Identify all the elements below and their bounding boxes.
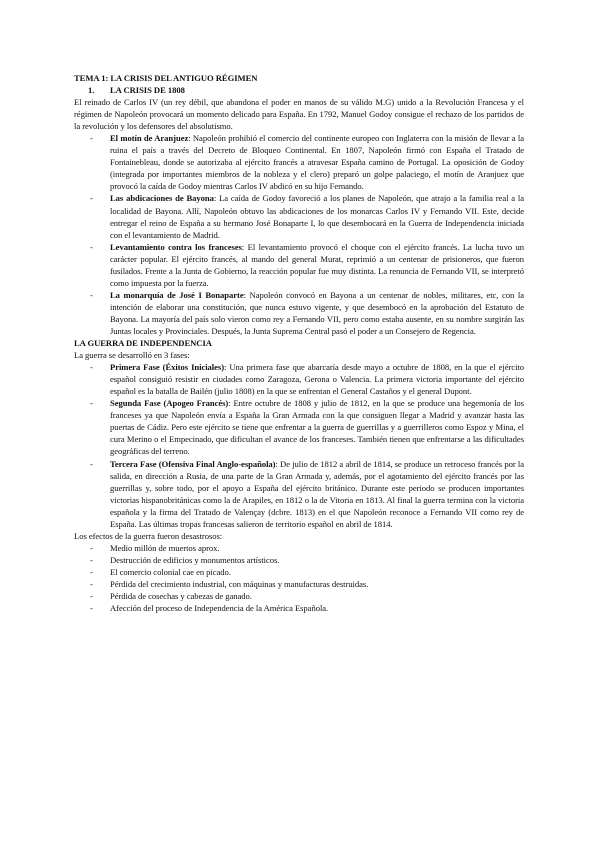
bullet-dash: - [90,578,93,589]
item-title: Segunda Fase (Apogeo Francés) [110,398,229,409]
bullet-dash: - [90,542,93,553]
bullet-dash: - [90,133,93,144]
section-1-heading [74,84,524,96]
bullet-dash: - [90,458,93,469]
bullet-dash: - [90,193,93,204]
item-title: Las abdicaciones de Bayona [110,193,214,204]
item-title: El motín de Aranjuez [110,133,189,144]
list-item [74,458,524,530]
document-title: TEMA 1: LA CRISIS DEL ANTIGUO RÉGIMEN [74,73,258,83]
list-item [74,554,524,566]
list-item [74,361,524,397]
effect-text: Destrucción de edificios y monumentos artísticos. [110,554,280,565]
bullet-dash: - [90,591,93,602]
section-2-title: LA GUERRA DE INDEPENDENCIA [74,338,212,349]
bullet-dash: - [90,566,93,577]
effect-text: Pérdida del crecimiento industrial, con máquinas y manufacturas destruidas. [110,578,369,589]
list-item [74,241,524,289]
bullet-dash: - [90,241,93,252]
list-item [74,590,524,602]
intro-paragraph: El reinado de Carlos IV (un rey débil, que abandona el poder en manos de su válido M.G) unido a la Revolución Francesa y el régimen de Napoleón provocará un momento delicado para España. En 1792, Manuel Godoy consigue el rechazo de los partidos de la revolución y los defensores del absolutismo. [74,97,524,132]
bullet-dash: - [90,289,93,300]
item-text: : Una primera fase que abarcaría desde mayo a octubre de 1808, en la que el ejército español consiguió resistir en ciudades como Zaragoza, Gerona o Valencia. La primera victoria importante del ejército español es la batalla de Bailén (julio 1808) en la que se enfrentan el General Castaños y el general Dupont. [110,362,524,397]
bullet-dash: - [90,603,93,614]
item-text: : Napoleón prohibió el comercio del continente europeo con Inglaterra con la misión de llevar a la ruina el país a través del Decreto de Bloqueo Continental. En 1807, Napoleón firmó con España el Tratado de Fontainebleau, donde se autorizaba al ejército francés a atravesar España camino de Portugal. La oposición de Godoy (integrada por importantes miembros de la nobleza y el clero) preparó un golpe palaciego, el motín de Aranjuez que provocó la caída de Godoy mientras Carlos IV abdicó en su hijo Fernando. [110,133,524,192]
section-1-number: 1. [88,85,95,96]
section-1-title: LA CRISIS DE 1808 [110,85,185,96]
list-item [74,397,524,457]
effect-text: Medio millón de muertos aprox. [110,542,220,553]
bullet-dash: - [90,554,93,565]
effect-text: Afección del proceso de Independencia de la América Española. [110,603,329,614]
item-title: La monarquía de José I Bonaparte [110,289,244,300]
item-text: : De julio de 1812 a abril de 1814, se produce un retroceso francés por la salida, en dirección a Rusia, de una parte de la Gran Armada y, además, por el agotamiento del ejército francés por las guerrillas y, sobre todo, por el apoyo a España del ejército británico. Durante este periodo se producen importantes victorias hispanobritánicas como la de Arapiles, en 1812 o la de Vitoria en 1813. Al final la guerra termina con la victoria española y la firma del Tratado de Valençay (dcbre. 1813) en el que Napoleón reconoce a Fernando VII como rey de España. Las últimas tropas francesas salieron de territorio español en abril de 1814. [110,458,524,529]
list-item [74,566,524,578]
list-item [74,289,524,337]
list-item [74,192,524,240]
document-body [74,72,524,614]
item-text: : La caída de Godoy favoreció a los planes de Napoleón, que atrajo a la familia real a la localidad de Bayona. Allí, Napoleón obtuvo las abdicaciones de los monarcas Carlos IV y Fernando VII. Este, decide entregar el reino de España a su hermano José Bonaparte I, lo que desembocará en la Guerra de Independencia iniciada con el levantamiento de Madrid. [110,193,525,240]
bullet-dash: - [90,398,93,409]
bullet-dash: - [90,362,93,373]
crisis-list [74,132,524,337]
list-item [74,132,524,192]
list-item [74,542,524,554]
item-text: : El levantamiento provocó el choque con el ejército francés. La lucha tuvo un carácter popular. El ejército francés, al mando del general Murat, reprimió a un centenar de prisioneros, que fueron fusilados. Frente a la Junta de Gobierno, la reacción popular fue muy distinta. La renuncia de Fernando VII, se interpretó como impuesta por la fuerza. [110,241,524,288]
list-item [74,578,524,590]
section-2-intro: La guerra se desarrolló en 3 fases: [74,350,190,361]
effect-text: Pérdida de cosechas y cabezas de ganado. [110,591,252,602]
item-title: Tercera Fase (Ofensiva Final Anglo-española) [110,458,276,469]
effects-intro: Los efectos de la guerra fueron desastrosos: [74,530,223,541]
item-text: : Napoleón convocó en Bayona a un centenar de nobles, militares, etc, con la intención de elaborar una constitución, que nunca estuvo vigente, y que desembocó en la aprobación del Estatuto de Bayona. La mayoría del país solo vieron como rey a Fernando VII, pero como estaba ausente, en su nombre surgirán las Juntas locales y Provinciales. Después, la Junta Suprema Central pasó el poder a un Consejero de Regencia. [110,289,524,336]
phases-list [74,361,524,530]
list-item [74,602,524,614]
item-text: : Entre octubre de 1808 y julio de 1812, en la que se produce una hegemonía de los franceses ya que Napoleón envía a España la Gran Armada con la que consiguen llegar a Madrid y avanzar hasta las puertas de Cádiz. Pero este ejército se tiene que enfrentar a la guerra de guerrillas y a guerrilleros como Espoz y Mina, el cura Merino o el Empecinado, que dificultan el avance de los franceses. También tienen que enfrentarse a las dificultades geográficas del terreno. [110,398,524,457]
item-title: Levantamiento contra los franceses [110,241,242,252]
item-title: Primera Fase (Éxitos Iniciales) [110,362,225,373]
effect-text: El comercio colonial cae en picado. [110,566,231,577]
effects-list [74,542,524,614]
